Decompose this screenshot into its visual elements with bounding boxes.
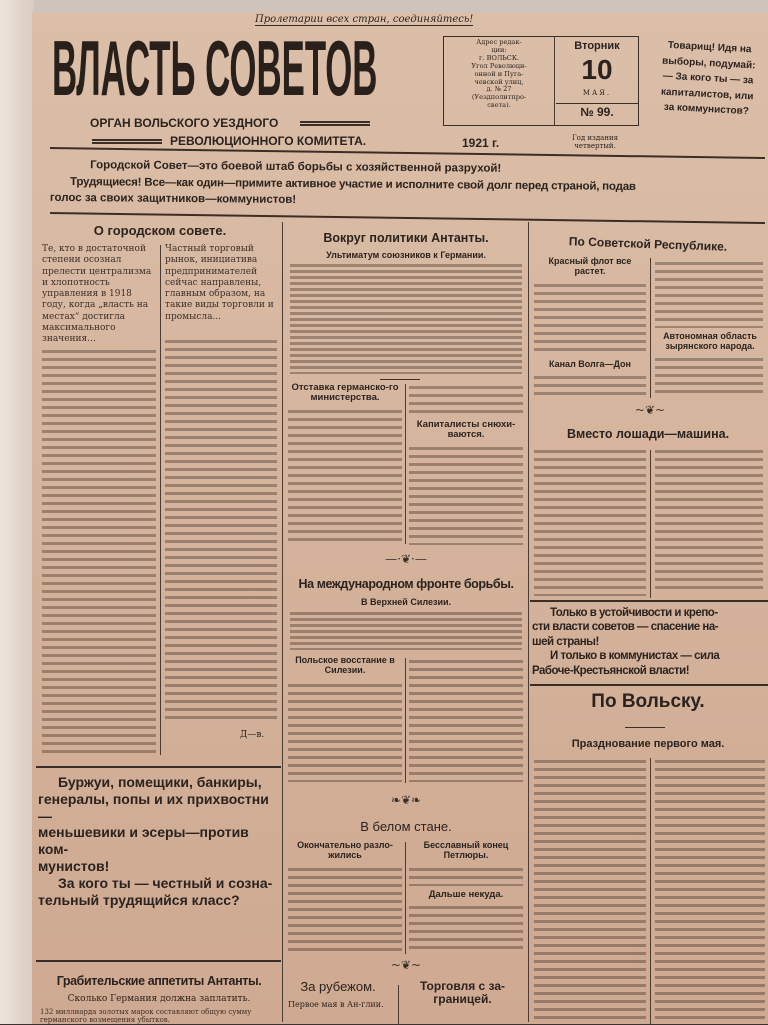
- subheading: Польское восстание в Силезии.: [295, 655, 395, 675]
- slogan-line: Буржуи, помещики, банкиры,: [58, 774, 262, 790]
- address-line: (Уездполитпро-: [471, 93, 527, 102]
- address-line: ции:: [491, 45, 507, 54]
- ornament-divider: ~❦~: [634, 403, 666, 417]
- address-line: Адрес редак-: [476, 38, 522, 46]
- subheading: Бесславный конец Петлюры.: [423, 840, 509, 860]
- banner-line: Трудящиеся! Все—как один—примите активное участие и исполните свой долг перед страной, подав: [69, 175, 636, 193]
- article-title: Торговля с за-границей.: [419, 979, 506, 1007]
- editorial-address: [444, 39, 554, 110]
- article-body: [534, 376, 646, 396]
- signature: Д—в.: [240, 730, 265, 740]
- right-slogan: [646, 37, 768, 121]
- slogan-line: Товарищ! Идя на: [667, 39, 752, 56]
- slogan-line: шей страны!: [532, 635, 599, 648]
- subheading: Красный флот все растет.: [548, 256, 632, 276]
- slogan-line: тельный трудящийся класс?: [38, 891, 240, 908]
- article-body: [290, 264, 522, 374]
- edition-year: [572, 134, 618, 151]
- info-box: [443, 36, 639, 126]
- article-subtitle: В Верхней Силезии.: [360, 597, 452, 607]
- bottom-article-lead: 132 миллиарда золотых марок составляют общую сумму германского возмещения убытков.: [40, 1008, 252, 1025]
- article-subtitle: Ультиматум союзников к Германии.: [326, 250, 486, 260]
- article-lead: Первое мая в Ан-глии.: [288, 1000, 384, 1009]
- banner-line: голос за своих защитников—коммунистов!: [49, 192, 297, 207]
- article-body: [409, 906, 523, 954]
- subheading: Капиталисты снюхи-ваются.: [416, 419, 516, 441]
- subheading: Дальше некуда.: [428, 889, 504, 900]
- newspaper-title: ВЛАСТЬ СОВЕТОВ: [52, 24, 378, 112]
- article-body: [655, 450, 763, 590]
- slogan-line: И только в коммунистах — сила: [550, 650, 720, 663]
- address-line: онной и Пуга-: [474, 69, 524, 78]
- slogan-line: выборы, подумай:: [661, 55, 756, 71]
- weekday: Вторник: [574, 40, 620, 52]
- article-body: [409, 386, 523, 416]
- slogan-line: меньшевики и эсеры—против ком-: [38, 824, 249, 858]
- article-body: [165, 340, 277, 720]
- motto: Пролетарии всех стран, соединяйтесь!: [255, 14, 474, 25]
- ornament-divider: ~❦~: [390, 958, 422, 972]
- left-slogan: [38, 774, 282, 908]
- decorative-rule: [92, 139, 162, 144]
- article-title: В белом стане.: [360, 819, 452, 834]
- bottom-article-title: Грабительские аппетиты Антанты.: [56, 974, 262, 988]
- ornament-divider: —·❦·—: [385, 552, 427, 566]
- slogan-line: — За кого ты — за: [662, 70, 754, 87]
- article-title: За рубежом.: [300, 979, 376, 994]
- article-body: [534, 284, 646, 354]
- section-title: По Вольску.: [591, 691, 705, 712]
- article-title: Вокруг политики Антанты.: [323, 231, 489, 245]
- year: 1921 г.: [462, 136, 500, 150]
- address-line: чевской улиц,: [474, 77, 524, 86]
- day: 10: [581, 54, 613, 85]
- banner-headline: [50, 157, 768, 213]
- article-body: [42, 350, 156, 755]
- article-body: [288, 684, 402, 782]
- slogan-line: Только в устойчивости и крепо-: [550, 607, 718, 619]
- article-title: По Советской Республике.: [568, 234, 728, 254]
- subtitle-line1: ОРГАН ВОЛЬСКОГО УЕЗДНОГО: [90, 116, 279, 130]
- issue-number: № 99.: [556, 103, 638, 119]
- address-line: Угол Революци-: [471, 61, 527, 70]
- subtitle-line2: РЕВОЛЮЦИОННОГО КОМИТЕТА.: [170, 134, 367, 148]
- subheading: Окончательно разло-жились: [297, 840, 393, 860]
- subheading: Отставка германско-го министерства.: [291, 382, 399, 404]
- article-body: [409, 447, 523, 545]
- ornament-divider: ❧❦❧: [390, 793, 422, 807]
- address-line: г. ВОЛЬСК.: [478, 53, 520, 62]
- article-body: [409, 868, 523, 886]
- slogan-line: генералы, попы и их прихвостни—: [38, 790, 269, 824]
- subheading: Канал Волга—Дон: [549, 359, 631, 369]
- article-body: [655, 358, 763, 396]
- adjacent-page-edge: [0, 0, 34, 1024]
- subheading: Автономная область зырянского народа.: [663, 331, 757, 351]
- slogan-line: за коммунистов?: [663, 101, 750, 118]
- slogan-line: мунистов!: [38, 857, 110, 874]
- article-lead: Те, кто в достаточной степени осознал прелести централизма и хлопотность управления в 1918 году, когда „власть на местах“ достигла максимального значения...: [42, 244, 152, 344]
- article-body: [534, 760, 646, 1024]
- right-slogan-box: [532, 606, 768, 678]
- decorative-rule: [300, 121, 370, 126]
- article-body: [534, 450, 646, 596]
- article-body: [655, 760, 765, 1024]
- slogan-line: Рабоче-Крестьянской власти!: [532, 664, 690, 677]
- month: МАЯ.: [582, 89, 612, 97]
- article-body: [290, 612, 522, 650]
- banner-line: Городской Совет—это боевой штаб борьбы с хозяйственной разрухой!: [90, 159, 502, 175]
- article-title: На международном фронте борьбы.: [298, 577, 514, 591]
- article-title: О городском совете.: [93, 223, 227, 238]
- address-line: д. № 27: [486, 85, 512, 94]
- edition-line: четвертый.: [574, 142, 616, 151]
- slogan-line: сти власти советов — спасение на-: [532, 621, 719, 634]
- bottom-article-subtitle: Сколько Германия должна заплатить.: [67, 994, 251, 1004]
- article-body: [288, 410, 402, 543]
- article-title: Празднование первого мая.: [571, 738, 725, 750]
- article-lead: Частный торговый рынок, инициатива предпринимателей сейчас направлены, главным образом, на такие виды торговли и промысла...: [165, 244, 274, 322]
- article-body: [655, 262, 763, 328]
- slogan-line: За кого ты — честный и созна-: [58, 874, 273, 891]
- address-line: света).: [487, 101, 511, 110]
- slogan-line: капиталистов, или: [660, 86, 754, 102]
- article-title: Вместо лошади—машина.: [566, 427, 730, 441]
- edition-line: Год издания: [572, 134, 619, 142]
- article-body: [288, 868, 402, 954]
- article-body: [409, 660, 523, 782]
